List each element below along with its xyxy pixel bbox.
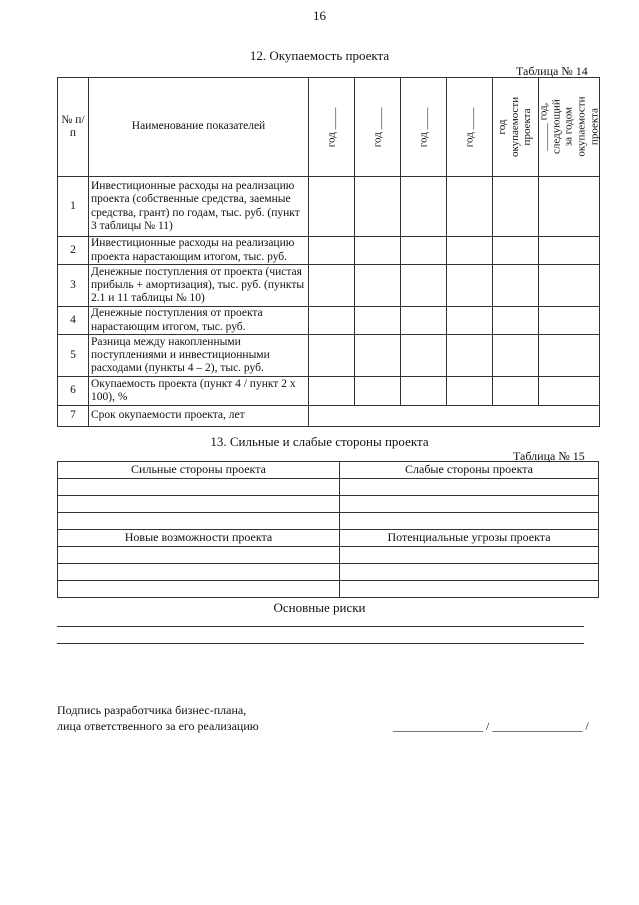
- data-cell[interactable]: [539, 377, 600, 406]
- col-num-header: № п/п: [58, 78, 89, 177]
- row-name: Инвестиционные расходы на реализацию проекта (собственные средства, заемные средства, грант) по годам, тыс. руб. (пункт 3 таблицы № 11): [89, 177, 309, 237]
- table-row: [58, 513, 599, 530]
- table-row: [58, 581, 599, 598]
- data-cell[interactable]: [355, 237, 401, 265]
- data-cell[interactable]: [340, 496, 599, 513]
- table-row: [58, 406, 600, 427]
- data-cell[interactable]: [493, 307, 539, 335]
- data-cell[interactable]: [309, 307, 355, 335]
- data-cell[interactable]: [309, 177, 355, 237]
- data-cell[interactable]: [401, 377, 447, 406]
- data-cell[interactable]: [447, 237, 493, 265]
- data-cell[interactable]: [340, 547, 599, 564]
- row-name: Разница между накопленными поступлениями и инвестиционными расходами (пункты 4 – 2), тыс. руб.: [89, 335, 309, 377]
- data-cell[interactable]: [539, 237, 600, 265]
- signature-line-2: лица ответственного за его реализацию: [57, 719, 259, 734]
- table-14-label: Таблица № 14: [516, 64, 588, 78]
- data-cell[interactable]: [340, 513, 599, 530]
- section-12-title: 12. Окупаемость проекта: [249, 48, 390, 63]
- data-cell[interactable]: [58, 513, 340, 530]
- col-next-year-header: _____ год, следующий за годом окупаемости проекта: [539, 78, 600, 177]
- row-name: Инвестиционные расходы на реализацию проекта нарастающим итогом, тыс. руб.: [89, 237, 309, 265]
- table-row: [58, 265, 600, 307]
- data-cell[interactable]: [493, 177, 539, 237]
- opportunities-header: Новые возможности проекта: [58, 530, 340, 547]
- col-year4-header: год ____: [447, 78, 493, 177]
- data-cell[interactable]: [340, 581, 599, 598]
- row-num: 1: [58, 177, 89, 237]
- data-cell[interactable]: [309, 265, 355, 307]
- col-year1-header: год ____: [309, 78, 355, 177]
- col-name-header: Наименование показателей: [89, 78, 309, 177]
- swot-table: [57, 461, 599, 598]
- table-row: [58, 307, 600, 335]
- signature-line-1: Подпись разработчика бизнес-плана,: [57, 703, 247, 717]
- data-cell[interactable]: [355, 377, 401, 406]
- row-num: 6: [58, 377, 89, 406]
- data-cell[interactable]: [447, 335, 493, 377]
- table-row: [58, 496, 599, 513]
- col-year3-header: год ____: [401, 78, 447, 177]
- data-cell[interactable]: [401, 265, 447, 307]
- data-cell[interactable]: [401, 335, 447, 377]
- data-cell[interactable]: [355, 265, 401, 307]
- data-cell[interactable]: [493, 237, 539, 265]
- data-cell[interactable]: [58, 581, 340, 598]
- data-cell[interactable]: [401, 307, 447, 335]
- data-cell[interactable]: [493, 335, 539, 377]
- data-cell[interactable]: [309, 237, 355, 265]
- col-payback-year-header: год окупаемости проекта: [493, 78, 539, 177]
- section-13-title: 13. Сильные и слабые стороны проекта: [210, 434, 429, 449]
- data-cell[interactable]: [309, 406, 600, 427]
- data-cell[interactable]: [539, 307, 600, 335]
- data-cell[interactable]: [447, 177, 493, 237]
- col-year2-header: год ____: [355, 78, 401, 177]
- data-cell[interactable]: [58, 496, 340, 513]
- data-cell[interactable]: [493, 377, 539, 406]
- data-cell[interactable]: [539, 177, 600, 237]
- row-num: 2: [58, 237, 89, 265]
- table-row: [58, 479, 599, 496]
- data-cell[interactable]: [447, 265, 493, 307]
- risks-line[interactable]: [57, 643, 584, 644]
- data-cell[interactable]: [447, 377, 493, 406]
- data-cell[interactable]: [355, 307, 401, 335]
- data-cell[interactable]: [58, 479, 340, 496]
- page-number: 16: [313, 8, 326, 23]
- data-cell[interactable]: [355, 177, 401, 237]
- table-header-row: [58, 78, 600, 177]
- data-cell[interactable]: [539, 335, 600, 377]
- row-name: Денежные поступления от проекта нарастающим итогом, тыс. руб.: [89, 307, 309, 335]
- signature-field[interactable]: _______________ / _______________ /: [393, 719, 589, 733]
- data-cell[interactable]: [493, 265, 539, 307]
- data-cell[interactable]: [309, 335, 355, 377]
- data-cell[interactable]: [401, 237, 447, 265]
- data-cell[interactable]: [340, 479, 599, 496]
- row-num: 4: [58, 307, 89, 335]
- data-cell[interactable]: [309, 377, 355, 406]
- weaknesses-header: Слабые стороны проекта: [340, 462, 599, 479]
- table-row: [58, 530, 599, 547]
- data-cell[interactable]: [58, 547, 340, 564]
- data-cell[interactable]: [539, 265, 600, 307]
- table-row: [58, 237, 600, 265]
- row-name: Денежные поступления от проекта (чистая прибыль + амортизация), тыс. руб. (пункты 2.1 и 11 таблицы № 10): [89, 265, 309, 307]
- data-cell[interactable]: [355, 335, 401, 377]
- data-cell[interactable]: [401, 177, 447, 237]
- row-name: Окупаемость проекта (пункт 4 / пункт 2 х 100), %: [89, 377, 309, 406]
- threats-header: Потенциальные угрозы проекта: [340, 530, 599, 547]
- strengths-header: Сильные стороны проекта: [58, 462, 340, 479]
- risks-line[interactable]: [57, 626, 584, 627]
- table-row: [58, 335, 600, 377]
- row-name: Срок окупаемости проекта, лет: [89, 406, 309, 427]
- table-15-label: Таблица № 15: [513, 449, 585, 463]
- row-num: 3: [58, 265, 89, 307]
- signature-caption: [57, 702, 259, 734]
- risks-title: Основные риски: [273, 600, 366, 615]
- table-row: [58, 564, 599, 581]
- table-row: [58, 177, 600, 237]
- payback-table: [57, 77, 600, 427]
- data-cell[interactable]: [58, 564, 340, 581]
- table-row: [58, 462, 599, 479]
- data-cell[interactable]: [447, 307, 493, 335]
- data-cell[interactable]: [340, 564, 599, 581]
- row-num: 5: [58, 335, 89, 377]
- row-num: 7: [58, 406, 89, 427]
- table-row: [58, 547, 599, 564]
- table-row: [58, 377, 600, 406]
